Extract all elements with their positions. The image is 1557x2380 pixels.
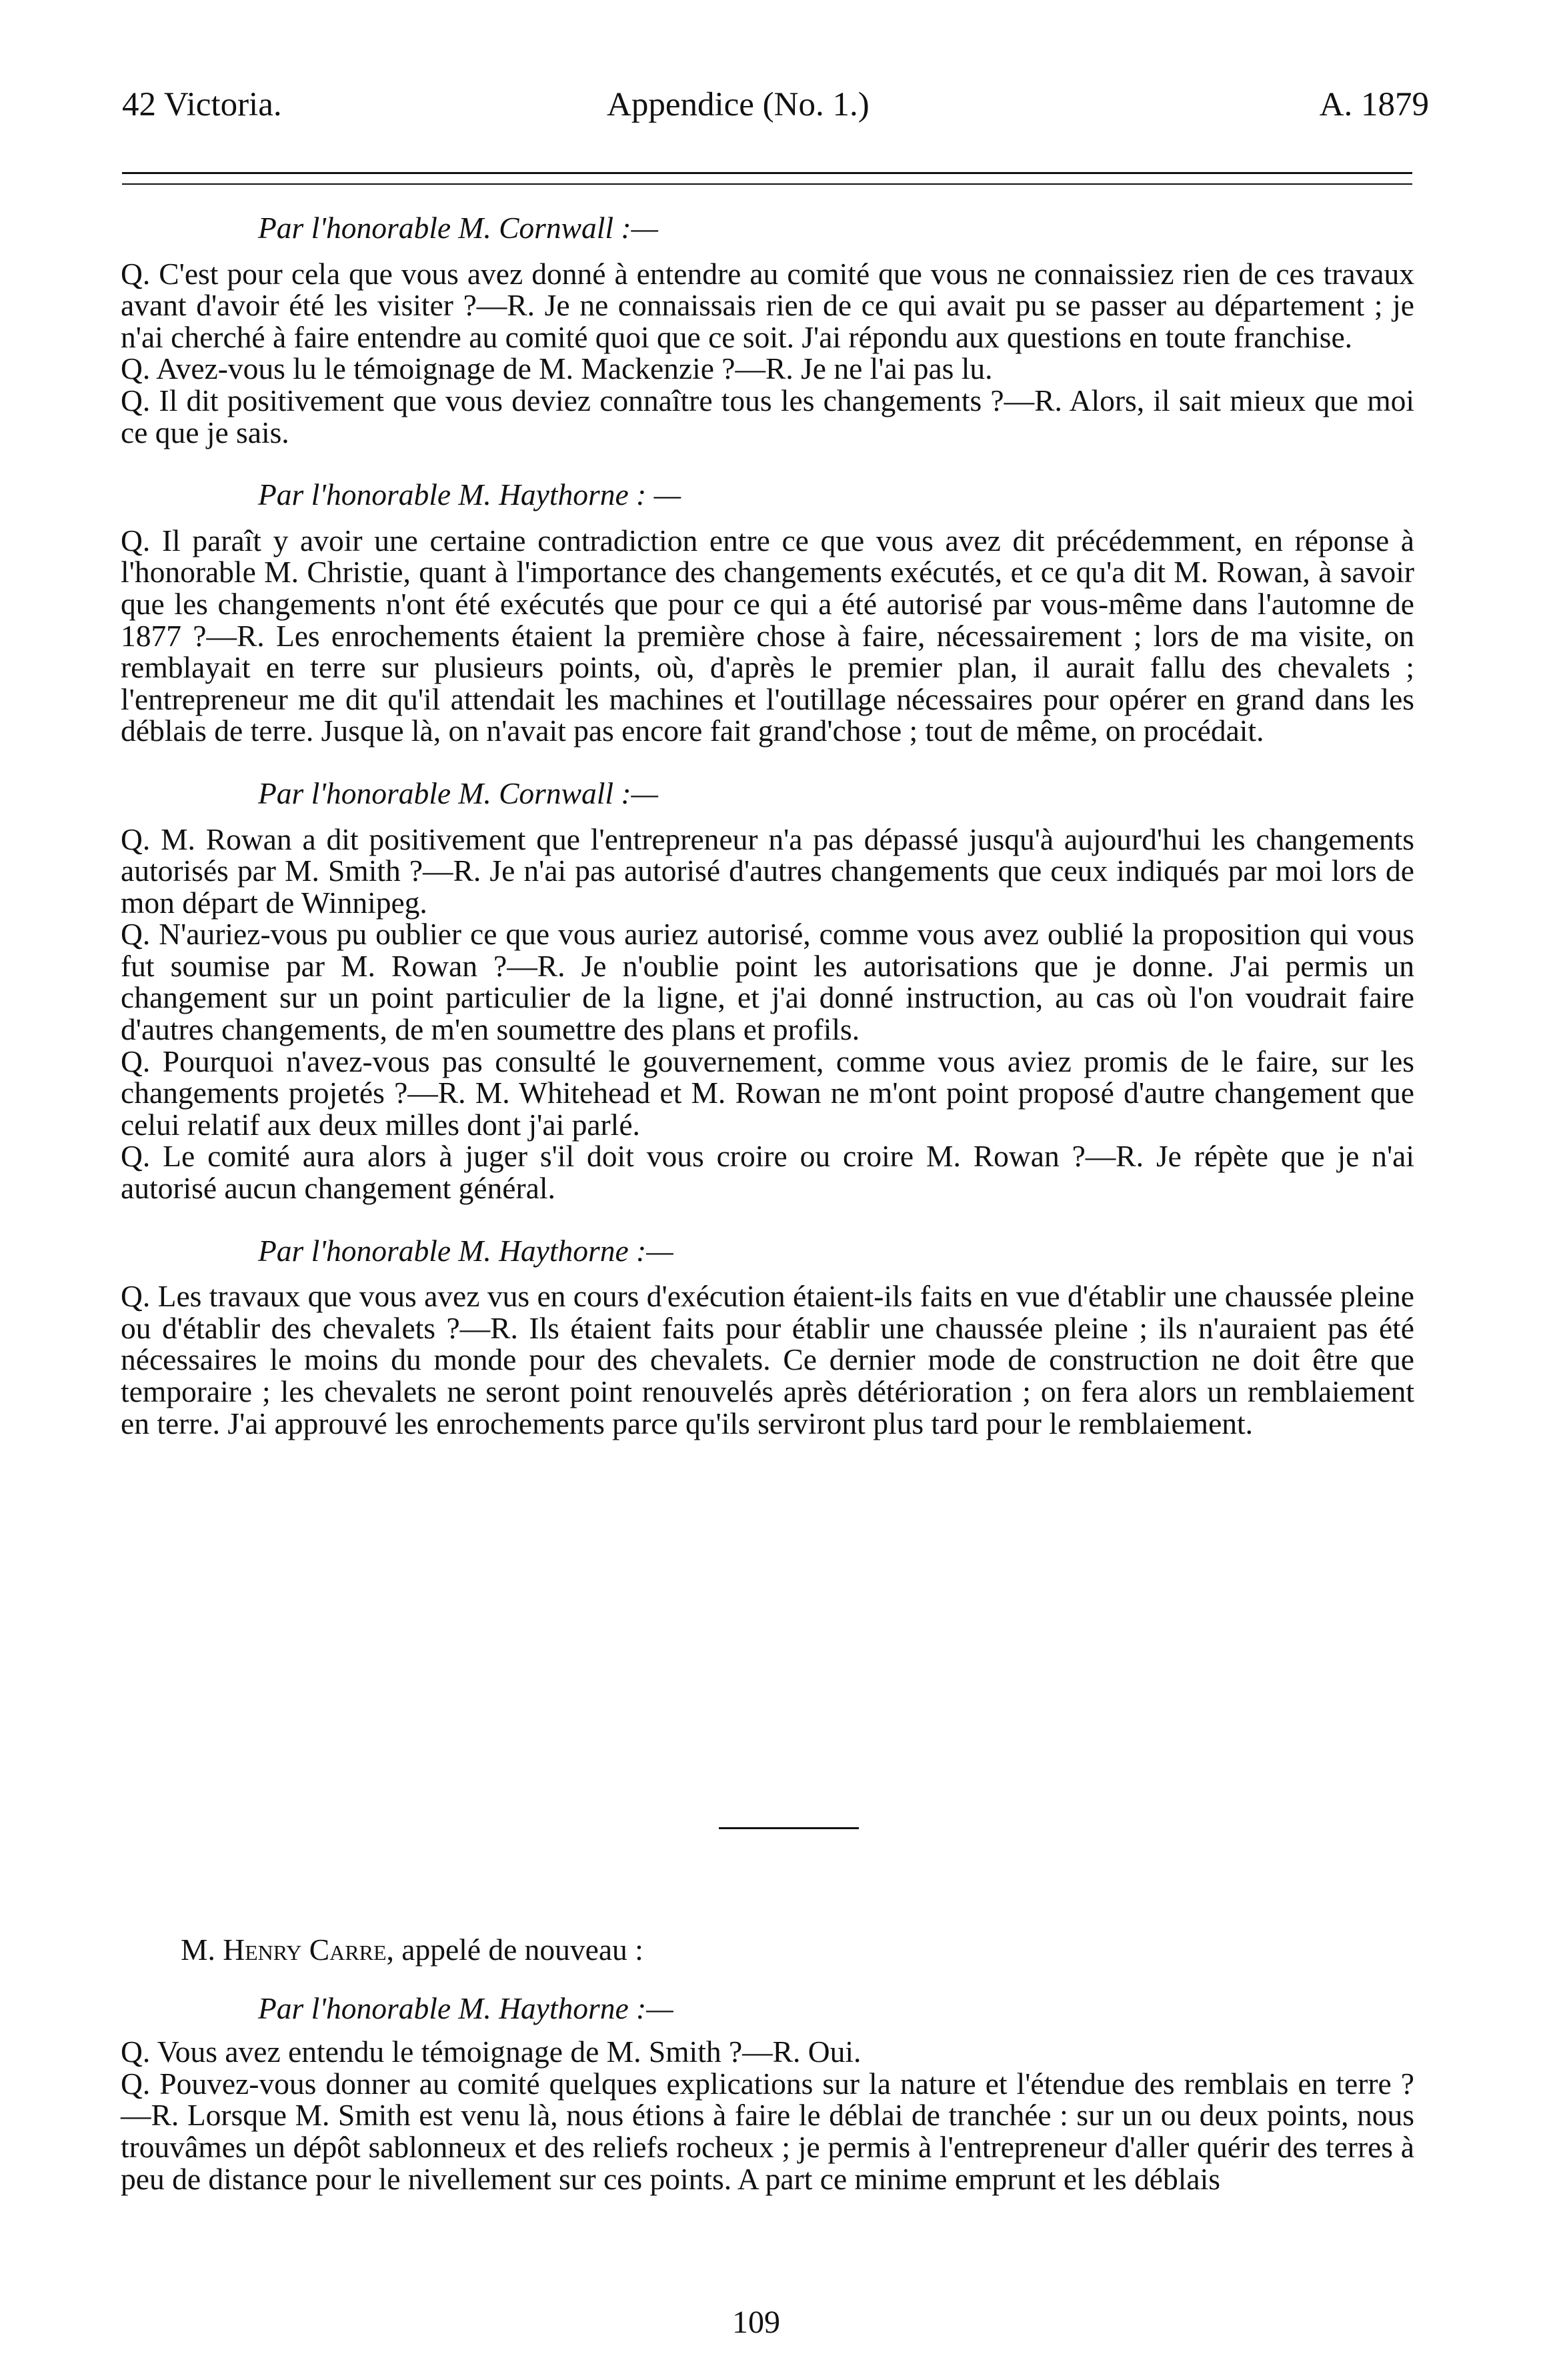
speaker-heading: Par l'honorable M. Cornwall :— bbox=[258, 776, 658, 810]
speaker-heading: Par l'honorable M. Haythorne : — bbox=[258, 477, 681, 512]
header-right: A. 1879 bbox=[1319, 86, 1429, 123]
paragraph: Q. Il dit positivement que vous deviez connaître tous les changements ?—R. Alors, il sait mieux que moi ce que je sais. bbox=[121, 383, 1414, 449]
paragraph: Q. Le comité aura alors à juger s'il doit vous croire ou croire M. Rowan ?—R. Je répète que je n'ai autorisé aucun changement général. bbox=[121, 1139, 1414, 1206]
page-number: 109 bbox=[732, 2305, 780, 2340]
paragraph: Q. C'est pour cela que vous avez donné à entendre au comité que vous ne connaissiez rien de ces travaux avant d'avoir été les visiter ?—R. Je ne connaissais rien de ce qui avait pu se passer au département ; je n'ai cherché à faire entendre au comité quoi que ce soit. J'ai répondu aux questions en toute franchise. bbox=[121, 256, 1414, 354]
witness-prefix: M. bbox=[181, 1933, 223, 1967]
paragraph: Q. Vous avez entendu le témoignage de M. Smith ?—R. Oui. bbox=[121, 2035, 862, 2069]
header-center: Appendice (No. 1.) bbox=[607, 86, 870, 123]
paragraph: Q. Avez-vous lu le témoignage de M. Mackenzie ?—R. Je ne l'ai pas lu. bbox=[121, 351, 993, 386]
speaker-heading: Par l'honorable M. Haythorne :— bbox=[258, 1233, 673, 1268]
speaker-heading: Par l'honorable M. Cornwall :— bbox=[258, 211, 658, 245]
testimony-body bbox=[121, 212, 1414, 1439]
header-rule-top bbox=[122, 172, 1412, 174]
page-header bbox=[122, 85, 1429, 132]
paragraph: Q. Pouvez-vous donner au comité quelques explications sur la nature et l'étendue des remblais en terre ?—R. Lorsque M. Smith est venu là, nous étions à faire le déblai de tranchée : sur un ou deux points, nous trouvâmes un dépôt sablonneux et des reliefs rocheux ; je permis à l'entrepreneur d'aller quérir des terres à peu de distance pour le nivellement sur ces points. A part ce minime emprunt et les déblais bbox=[121, 2066, 1414, 2196]
witness-suffix: , appelé de nouveau : bbox=[386, 1933, 643, 1967]
paragraph: Q. N'auriez-vous pu oublier ce que vous auriez autorisé, comme vous avez oublié la proposition qui vous fut soumise par M. Rowan ?—R. Je n'oublie point les autorisations que je donne. J'ai permis un changement sur un point particulier de la ligne, et j'ai donné instruction, au cas où l'on voudrait faire d'autres changements, de m'en soumettre des plans et profils. bbox=[121, 917, 1414, 1047]
witness-name: Henry Carre bbox=[223, 1933, 387, 1967]
header-left: 42 Victoria. bbox=[122, 86, 282, 123]
speaker-heading: Par l'honorable M. Haythorne :— bbox=[258, 1991, 673, 2025]
witness-heading bbox=[181, 1934, 1414, 1966]
paragraph: Q. Il paraît y avoir une certaine contradiction entre ce que vous avez dit précédemment, en réponse à l'honorable M. Christie, quant à l'importance des changements exécutés, et ce qu'a dit M. Rowan, à savoir que les changements n'ont été exécutés que pour ce qui a été autorisé par vous-même dans l'automne de 1877 ?—R. Les enrochements étaient la première chose à faire, nécessairement ; lors de ma visite, on remblayait en terre sur plusieurs points, où, d'après le premier plan, il aurait fallu des chevalets ; l'entrepreneur me dit qu'il attendait les machines et l'outillage nécessaires pour opérer en grand dans les déblais de terre. Jusque là, on n'avait pas encore fait grand'chose ; tout de même, on procédait. bbox=[121, 523, 1414, 748]
section-separator bbox=[719, 1827, 859, 1829]
paragraph: Q. Les travaux que vous avez vus en cours d'exécution étaient-ils faits en vue d'établir une chaussée pleine ou d'établir des chevalets ?—R. Ils étaient faits pour établir une chaussée pleine ; ils n'auraient pas été nécessaires le moins du monde pour des chevalets. Ce dernier mode de construction ne doit être que temporaire ; les chevalets ne seront point renouvelés après détérioration ; on fera alors un remblaiement en terre. J'ai approuvé les enrochements parce qu'ils serviront plus tard pour le remblaiement. bbox=[121, 1279, 1414, 1440]
witness-section bbox=[121, 1934, 1414, 2195]
paragraph: Q. M. Rowan a dit positivement que l'entrepreneur n'a pas dépassé jusqu'à aujourd'hui les changements autorisés par M. Smith ?—R. Je n'ai pas autorisé d'autres changements que ceux indiqués par moi lors de mon départ de Winnipeg. bbox=[121, 822, 1414, 920]
header-rule-bottom bbox=[122, 183, 1412, 185]
paragraph: Q. Pourquoi n'avez-vous pas consulté le gouvernement, comme vous aviez promis de le faire, sur les changements projetés ?—R. M. Whitehead et M. Rowan ne m'ont point proposé d'autre changement que celui relatif aux deux milles dont j'ai parlé. bbox=[121, 1044, 1414, 1142]
